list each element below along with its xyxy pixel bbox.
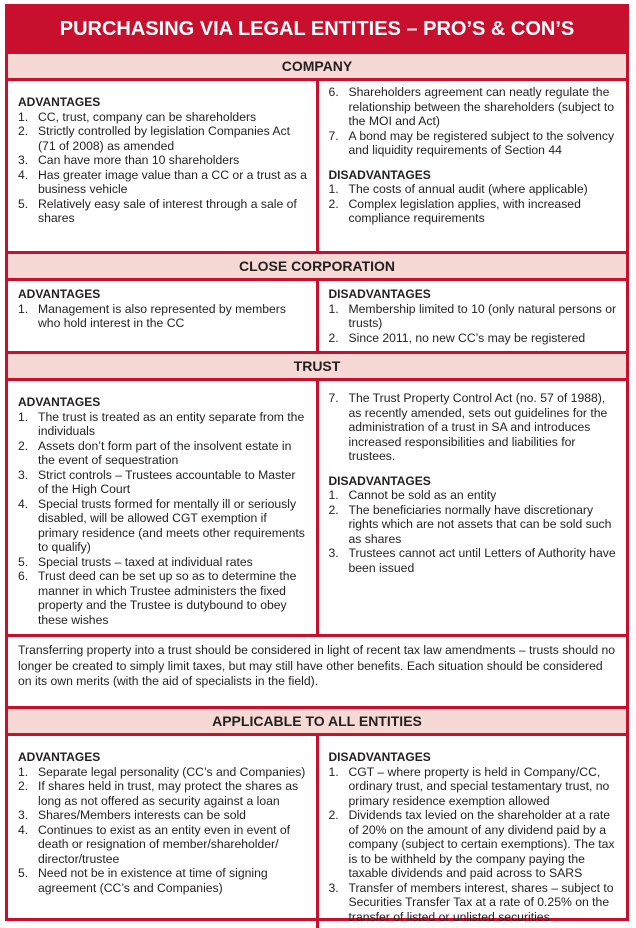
list-item-number: 7. — [328, 128, 339, 143]
section-heading-all-entities: APPLICABLE TO ALL ENTITIES — [8, 706, 626, 736]
list-item — [329, 85, 619, 129]
all-advantages — [8, 736, 319, 928]
list-item-number: 1. — [18, 109, 29, 124]
cc-disadvantages — [319, 281, 627, 351]
list-item-number: 1. — [18, 301, 29, 316]
list-item-text: Continues to exist as an entity even in event of death or resignation of member/shareholder/ director/trustee — [38, 822, 291, 866]
advantages-label: ADVANTAGES — [18, 750, 101, 764]
list-item-text: Trust deed can be set up so as to determine the manner in which Trustee administers the fixed property and the Trustee is dutybound to obey these wishes — [38, 569, 297, 627]
list-item — [329, 765, 619, 809]
list-item-number: 1. — [328, 182, 339, 196]
list-item — [18, 779, 308, 808]
all-columns — [8, 736, 626, 928]
cc-advantages-list — [18, 302, 308, 331]
list-item-text: If shares held in trust, may protect the shares as long as not offered as security against a loan — [38, 779, 299, 808]
list-item-text: Separate legal personality (CC’s and Companies) — [38, 764, 306, 779]
list-item — [18, 823, 308, 867]
cc-columns — [8, 281, 626, 351]
list-item — [18, 468, 308, 497]
list-item-text: Trustees cannot act until Letters of Authority have been issued — [348, 546, 616, 575]
list-item-text: Dividends tax levied on the shareholder at a rate of 20% on the amount of any dividend paid by a company (subject to certain exemptions). The tax is to be withheld by the company paying the taxable dividends and paid across to SARS — [348, 808, 615, 880]
list-item-number: 1. — [328, 301, 339, 316]
trust-columns — [8, 381, 626, 634]
list-item-text: Strictly controlled by legislation Companies Act (71 of 2008) as amended — [38, 124, 290, 153]
list-item-text: CGT – where property is held in Company/CC, ordinary trust, and special testamentary trust, no primary residence exemption allowed — [348, 764, 610, 808]
list-item-number: 2. — [18, 438, 29, 453]
trust-advantages-list — [18, 410, 308, 628]
list-item — [329, 331, 619, 346]
list-item-number: 2. — [328, 808, 339, 822]
section-heading-close-corporation: CLOSE CORPORATION — [8, 251, 626, 281]
list-item-text: CC, trust, company can be shareholders — [38, 109, 257, 124]
list-item — [329, 503, 619, 547]
all-disadvantages-list — [329, 765, 619, 925]
list-item — [18, 153, 308, 168]
company-columns — [8, 81, 626, 251]
advantages-label: ADVANTAGES — [18, 287, 101, 301]
list-item-number: 1. — [328, 488, 339, 502]
list-item-number: 1. — [18, 409, 29, 424]
company-advantages — [8, 81, 319, 251]
disadvantages-label: DISADVANTAGES — [328, 167, 431, 182]
list-item — [329, 391, 619, 464]
list-item-number: 5. — [18, 866, 29, 880]
list-item — [18, 497, 308, 555]
advantages-label: ADVANTAGES — [18, 395, 101, 409]
list-item-number: 4. — [18, 822, 29, 837]
list-item-number: 7. — [328, 391, 339, 405]
list-item-text: The trust is treated as an entity separate from the individuals — [38, 409, 305, 438]
section-heading-company: COMPANY — [8, 51, 626, 81]
list-item-text: Special trusts – taxed at individual rates — [38, 554, 253, 569]
list-item-number: 5. — [18, 196, 29, 211]
list-item-text: Since 2011, no new CC’s may be registered — [348, 330, 586, 345]
list-item — [18, 808, 308, 823]
list-item-number: 2. — [328, 196, 339, 211]
all-disadvantages — [319, 736, 627, 928]
list-item-number: 3. — [18, 153, 29, 167]
trust-right-column — [319, 381, 627, 634]
trust-note: Transferring property into a trust should be considered in light of recent tax law amendments – trusts should no longer be created to simply limit taxes, but may still have other benefits. Each situation should be considered on its own merits (with the aid of specialists in the field). — [8, 634, 626, 706]
list-item-number: 1. — [18, 764, 29, 779]
list-item-number: 3. — [18, 467, 29, 482]
cc-disadvantages-list — [329, 302, 619, 346]
list-item-number: 3. — [328, 546, 339, 560]
trust-advantages — [8, 381, 319, 634]
list-item-number: 1. — [328, 764, 339, 779]
list-item-text: Shares/Members interests can be sold — [38, 808, 246, 822]
trust-disadvantages-list — [329, 488, 619, 575]
list-item-number: 3. — [328, 880, 339, 895]
list-item — [18, 302, 308, 331]
list-item — [18, 410, 308, 439]
list-item-text: Need not be in existence at time of signing agreement (CC’s and Companies) — [38, 866, 268, 895]
list-item — [18, 569, 308, 627]
list-item — [329, 546, 619, 575]
list-item-text: Shareholders agreement can neatly regulate the relationship between the shareholders (subject to the MOI and Act) — [348, 85, 615, 128]
list-item-text: Has greater image value than a CC or a trust as a business vehicle — [38, 167, 307, 196]
list-item — [18, 555, 308, 570]
cc-advantages — [8, 281, 319, 351]
list-item-text: Membership limited to 10 (only natural persons or trusts) — [348, 301, 617, 330]
list-item — [18, 866, 308, 895]
list-item-number: 4. — [18, 496, 29, 511]
list-item — [329, 881, 619, 925]
all-advantages-list — [18, 765, 308, 896]
page-title: PURCHASING VIA LEGAL ENTITIES – PRO’S & CON’S — [8, 7, 626, 51]
list-item-number: 6. — [328, 85, 339, 99]
list-item — [18, 124, 308, 153]
list-item — [329, 302, 619, 331]
disadvantages-label: DISADVANTAGES — [328, 473, 431, 488]
list-item — [18, 439, 308, 468]
list-item-text: Can have more than 10 shareholders — [38, 153, 240, 167]
trust-advantages-cont-list — [329, 391, 619, 464]
list-item-text: Assets don’t form part of the insolvent estate in the event of sequestration — [38, 438, 292, 467]
advantages-label: ADVANTAGES — [18, 95, 101, 109]
list-item-number: 2. — [328, 502, 339, 517]
list-item — [18, 197, 308, 226]
disadvantages-label: DISADVANTAGES — [328, 287, 431, 301]
list-item — [329, 182, 619, 197]
company-right-column — [319, 81, 627, 251]
document-frame — [5, 4, 629, 924]
list-item-text: A bond may be registered subject to the solvency and liquidity requirements of Section 44 — [348, 128, 615, 157]
list-item-text: Transfer of members interest, shares – subject to Securities Transfer Tax at a rate of 0.25% on the transfer of listed or unlisted securities — [348, 880, 614, 924]
list-item-text: Management is also represented by members who hold interest in the CC — [38, 301, 286, 330]
company-disadvantages-list — [329, 182, 619, 226]
list-item-number: 2. — [18, 124, 29, 138]
list-item-number: 3. — [18, 808, 29, 822]
list-item-text: The beneficiaries normally have discretionary rights which are not assets that can be sold such as shares — [348, 502, 612, 546]
list-item — [329, 129, 619, 158]
company-advantages-list — [18, 110, 308, 226]
list-item — [329, 488, 619, 503]
disadvantages-label: DISADVANTAGES — [328, 750, 431, 764]
list-item-text: Special trusts formed for mentally ill or seriously disabled, will be allowed CGT exemption if primary residence (and meets other requirements to qualify) — [38, 496, 305, 554]
list-item — [329, 197, 619, 226]
list-item-text: Cannot be sold as an entity — [348, 488, 497, 502]
list-item — [18, 110, 308, 125]
list-item — [329, 808, 619, 881]
list-item-number: 6. — [18, 569, 29, 583]
company-advantages-cont-list — [329, 85, 619, 158]
list-item-text: The Trust Property Control Act (no. 57 of 1988), as recently amended, sets out guidelines for the administration of a trust in SA and introduces increased responsibilities and liabilities for trustees. — [348, 391, 608, 463]
list-item — [18, 765, 308, 780]
section-heading-trust: TRUST — [8, 351, 626, 381]
list-item-text: Relatively easy sale of interest through a sale of shares — [38, 196, 297, 225]
list-item-number: 2. — [328, 330, 339, 345]
list-item-text: The costs of annual audit (where applicable) — [348, 182, 588, 196]
list-item — [18, 168, 308, 197]
list-item-number: 2. — [18, 779, 29, 793]
list-item-text: Strict controls – Trustees accountable to Master of the High Court — [38, 467, 296, 496]
list-item-number: 4. — [18, 167, 29, 182]
list-item-number: 5. — [18, 554, 29, 569]
list-item-text: Complex legislation applies, with increased compliance requirements — [348, 196, 581, 225]
